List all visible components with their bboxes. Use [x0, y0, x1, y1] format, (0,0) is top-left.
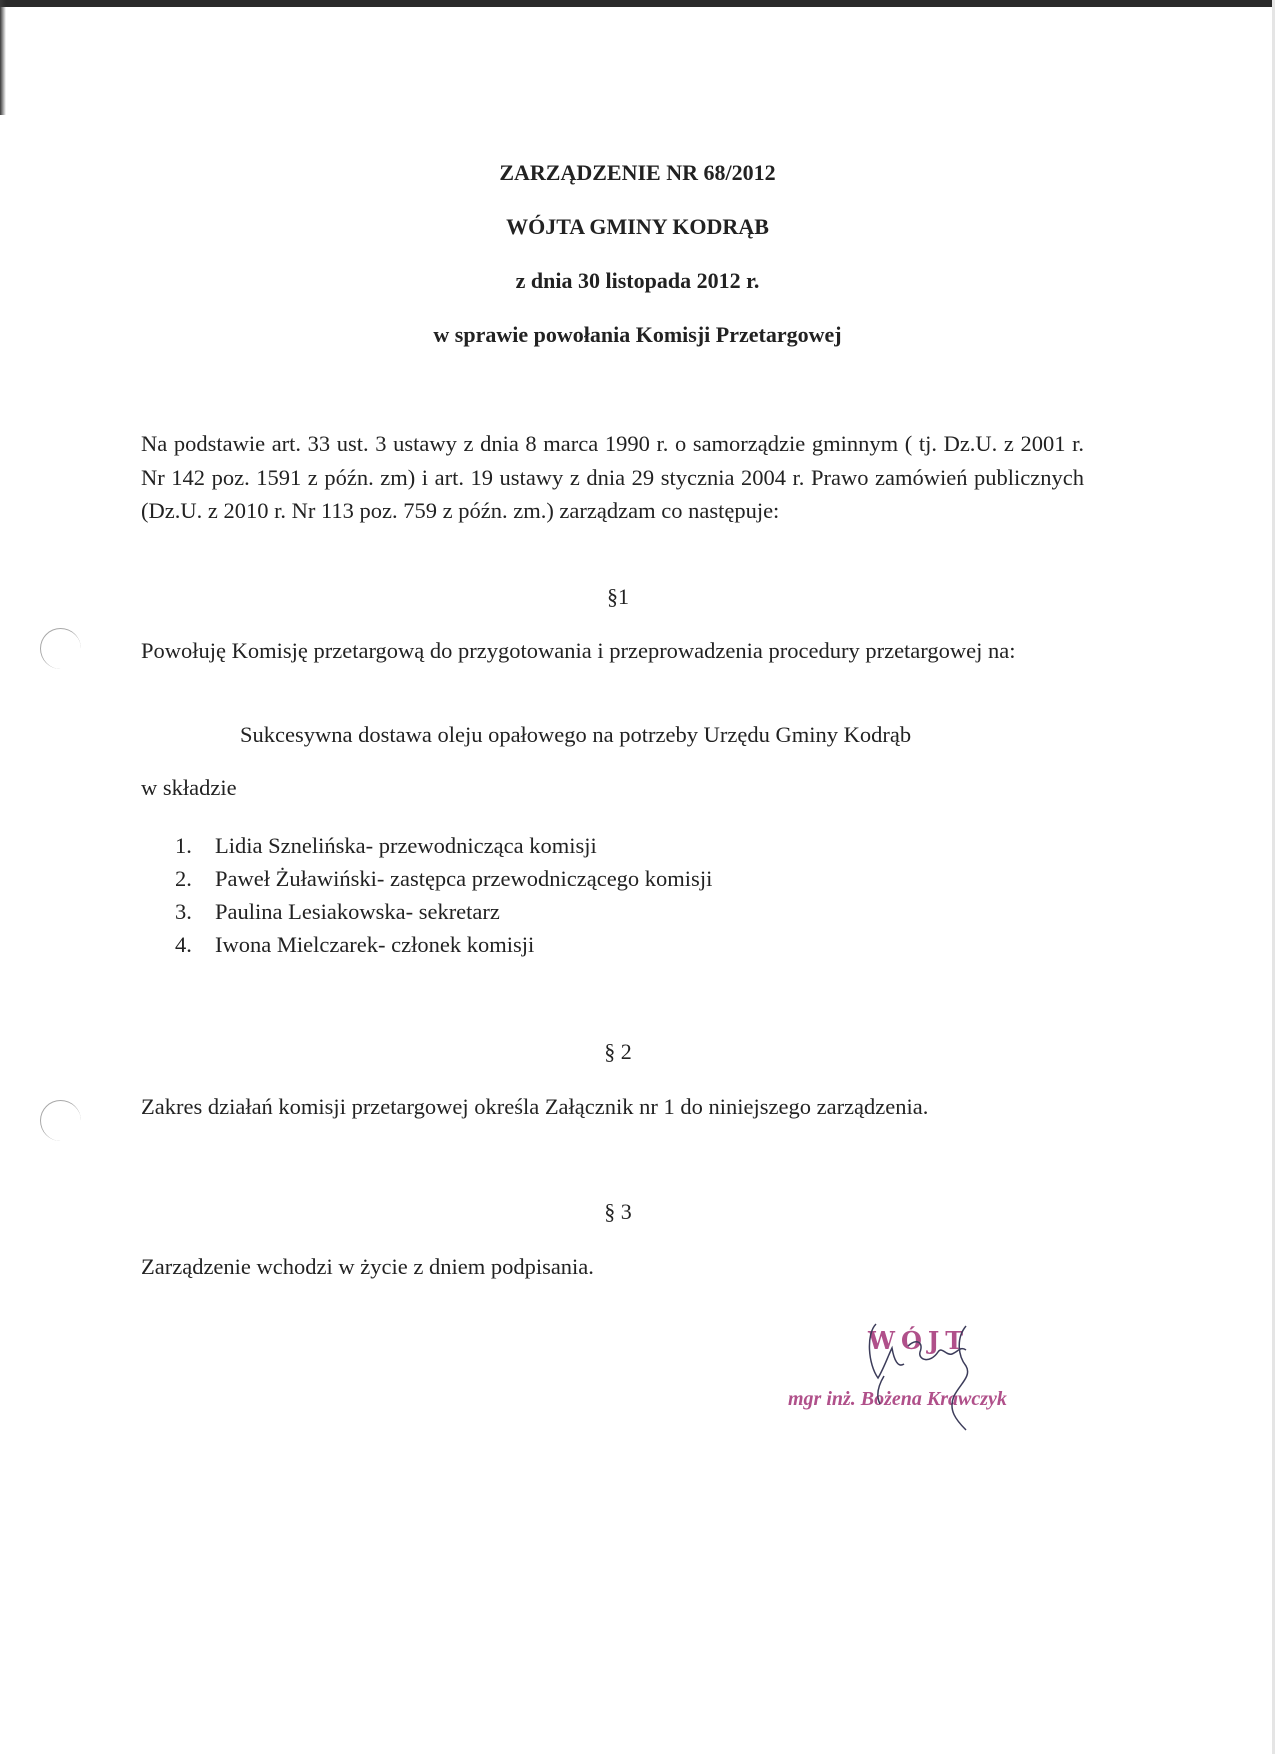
member-name: Iwona Mielczarek- członek komisji — [215, 932, 535, 957]
section-3-text: Zarządzenie wchodzi w życie z dniem podpisania. — [141, 1254, 594, 1279]
stamp-name: mgr inż. Bożena Krawczyk — [788, 1388, 1007, 1410]
list-number: 1. — [175, 833, 192, 858]
list-item — [175, 829, 712, 862]
punch-hole-mark — [40, 1100, 81, 1141]
list-item — [175, 895, 712, 928]
list-number: 2. — [175, 866, 192, 891]
composition-label: w składzie — [141, 775, 237, 800]
handwritten-signature — [780, 1320, 1070, 1440]
member-list — [175, 829, 712, 961]
scan-edge-top — [0, 0, 1275, 7]
stamp-title: WÓJT — [868, 1326, 970, 1355]
list-item — [175, 928, 712, 961]
member-name: Paulina Lesiakowska- sekretarz — [215, 899, 500, 924]
preamble: Na podstawie art. 33 ust. 3 ustawy z dnia 8 marca 1990 r. o samorządzie gminnym ( tj. Dz.U. z 2001 r. Nr 142 poz. 1591 z późn. zm) i art. 19 ustawy z dnia 29 stycznia 2004 r. Prawo zamówień publicznych (Dz.U. z 2010 r. Nr 113 poz. 759 z późn. zm.) zarządzam co następuje: — [141, 431, 1084, 523]
section-marker-1: §1 — [607, 584, 629, 609]
document-number: ZARZĄDZENIE NR 68/2012 — [499, 160, 776, 185]
section-marker-2: § 2 — [604, 1039, 632, 1064]
document-date: z dnia 30 listopada 2012 r. — [515, 268, 760, 293]
member-name: Paweł Żuławiński- zastępca przewodniczącego komisji — [215, 866, 713, 891]
section-marker-3: § 3 — [604, 1199, 632, 1224]
member-name: Lidia Sznelińska- przewodnicząca komisji — [215, 833, 597, 858]
tender-subject: Sukcesywna dostawa oleju opałowego na potrzeby Urzędu Gminy Kodrąb — [240, 722, 912, 747]
scan-edge-left — [0, 0, 6, 115]
document-subject: w sprawie powołania Komisji Przetargowej — [433, 322, 842, 347]
official-stamp — [780, 1320, 1070, 1440]
section-1-text: Powołuję Komisję przetargową do przygotowania i przeprowadzenia procedury przetargowej na: — [141, 638, 1016, 663]
punch-hole-mark — [40, 628, 81, 669]
issuing-authority: WÓJTA GMINY KODRĄB — [506, 214, 769, 239]
list-number: 3. — [175, 899, 192, 924]
list-item — [175, 862, 712, 895]
section-2-text: Zakres działań komisji przetargowej określa Załącznik nr 1 do niniejszego zarządzenia. — [141, 1094, 929, 1119]
list-number: 4. — [175, 932, 192, 957]
